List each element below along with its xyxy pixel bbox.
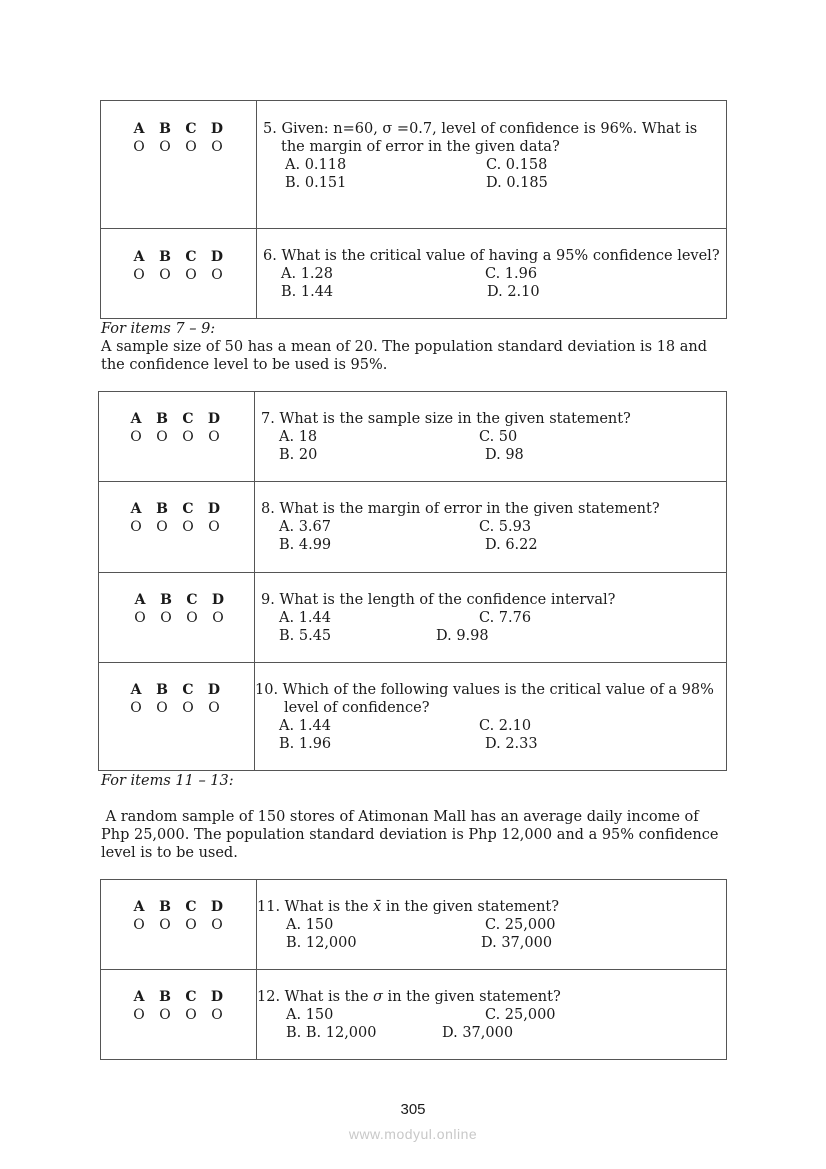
question-row-5 [101,101,727,229]
option-b: B. 5.45 [279,628,332,644]
bubble-a[interactable]: O [134,610,146,626]
bubble-b[interactable]: O [159,917,171,933]
option-d: D. 2.33 [485,736,538,752]
question-stem: 11. What is the x̄ in the given statement? [257,899,560,915]
bubble-d[interactable]: O [211,917,223,933]
bubble-c[interactable]: O [182,700,194,716]
bubble-c[interactable]: O [185,267,197,283]
section-label: For items 7 – 9: [101,321,216,337]
option-d: D. 9.98 [436,628,489,644]
answer-bubbles-7: A B C D O O O O [99,392,255,482]
bubble-c[interactable]: O [185,1007,197,1023]
bubble-c[interactable]: O [186,610,198,626]
option-a: A. 1.44 [279,718,331,734]
section-text-line: Php 25,000. The population standard deviation is Php 12,000 and a 95% confidence [101,827,719,843]
question-9 [255,573,727,663]
answer-bubbles-11: A B C D O O O O [101,880,257,970]
question-row-11 [101,880,727,970]
option-c: C. 0.158 [486,157,548,173]
question-row-8 [99,482,727,573]
bubble-a[interactable]: O [130,700,142,716]
bubble-a[interactable]: O [133,917,145,933]
section-items-11-13 [101,772,726,862]
choice-letters: A B C D [133,121,224,137]
question-8 [255,482,727,573]
question-row-12 [101,970,727,1060]
option-c: C. 25,000 [485,1007,556,1023]
bubble-d[interactable]: O [212,610,224,626]
bubble-c[interactable]: O [185,917,197,933]
question-stem: 12. What is the σ in the given statement? [257,989,561,1005]
option-c: C. 2.10 [479,718,532,734]
option-c: C. 7.76 [479,610,532,626]
option-a: A. 3.67 [279,519,331,535]
bubble-b[interactable]: O [159,267,171,283]
question-stem-cont: level of confidence? [284,700,430,716]
bubble-c[interactable]: O [185,139,197,155]
answer-bubbles-6: A B C D O O O O [101,229,257,319]
option-a: A. 18 [279,429,318,445]
bubble-c[interactable]: O [182,519,194,535]
question-10 [255,663,727,771]
bubble-b[interactable]: O [160,610,172,626]
option-c: C. 5.93 [479,519,532,535]
option-d: D. 37,000 [481,935,553,951]
sigma-symbol: σ [373,989,383,1005]
option-d: D. 37,000 [442,1025,514,1041]
option-a: A. 1.28 [281,266,333,282]
bubble-b[interactable]: O [156,429,168,445]
answer-bubbles-10: A B C D O O O O [99,663,255,771]
option-d: D. 2.10 [487,284,540,300]
option-b: B. 1.96 [279,736,332,752]
bubble-b[interactable]: O [156,700,168,716]
option-b: B. 0.151 [285,175,347,191]
bubble-b[interactable]: O [156,519,168,535]
answer-bubbles-9: A B C D O O O O [99,573,255,663]
bubble-a[interactable]: O [130,429,142,445]
option-c: C. 50 [479,429,518,445]
option-b: B. 1.44 [281,284,334,300]
question-5 [257,101,727,229]
bubble-b[interactable]: O [159,1007,171,1023]
bubble-d[interactable]: O [211,267,223,283]
option-d: D. 0.185 [486,175,548,191]
question-stem: 8. What is the margin of error in the given statement? [261,501,660,517]
bubble-a[interactable]: O [130,519,142,535]
option-b: B. 4.99 [279,537,332,553]
bubble-d[interactable]: O [208,519,220,535]
section-items-7-9 [101,320,726,374]
option-a: A. 0.118 [285,157,347,173]
question-table-7-10 [98,391,727,771]
bubble-a[interactable]: O [133,1007,145,1023]
question-row-9 [99,573,727,663]
section-text-line: level is to be used. [101,845,238,861]
section-text-line: A sample size of 50 has a mean of 20. The population standard deviation is 18 and [101,339,708,355]
question-stem: 6. What is the critical value of having a 95% confidence level? [263,248,720,264]
question-row-7 [99,392,727,482]
bubble-d[interactable]: O [211,139,223,155]
question-12 [257,970,727,1060]
bubble-a[interactable]: O [133,139,145,155]
option-a: A. 150 [286,917,334,933]
question-stem: 5. Given: n=60, σ =0.7, level of confidence is 96%. What is [263,121,698,137]
bubble-c[interactable]: O [182,429,194,445]
option-c: C. 25,000 [485,917,556,933]
question-stem: 9. What is the length of the confidence interval? [261,592,616,608]
answer-bubbles-8: A B C D O O O O [99,482,255,573]
option-a: A. 150 [286,1007,334,1023]
question-11 [257,880,727,970]
option-b: B. 20 [279,447,318,463]
bubble-a[interactable]: O [133,267,145,283]
question-stem: 7. What is the sample size in the given statement? [261,411,631,427]
option-d: D. 6.22 [485,537,538,553]
option-d: D. 98 [485,447,524,463]
question-table-11-12 [100,879,727,1060]
option-b: B. B. 12,000 [286,1025,377,1041]
option-b: B. 12,000 [286,935,357,951]
question-table-5-6 [100,100,727,319]
section-label: For items 11 – 13: [101,773,234,789]
question-stem-cont: the margin of error in the given data? [281,139,560,155]
answer-bubbles-5 [101,101,257,229]
option-c: C. 1.96 [485,266,538,282]
question-row-6 [101,229,727,319]
question-6 [257,229,727,319]
section-text-line: A random sample of 150 stores of Atimonan Mall has an average daily income of [101,809,699,825]
xbar-symbol: x̄ [373,899,382,915]
answer-bubbles-12: A B C D O O O O [101,970,257,1060]
question-7 [255,392,727,482]
section-text-line: the confidence level to be used is 95%. [101,357,388,373]
watermark: www.modyul.online [348,1126,478,1142]
page-number: 305 [400,1101,426,1118]
bubble-d[interactable]: O [208,429,220,445]
bubble-d[interactable]: O [211,1007,223,1023]
bubble-b[interactable]: O [159,139,171,155]
bubble-d[interactable]: O [208,700,220,716]
question-row-10 [99,663,727,771]
option-a: A. 1.44 [279,610,331,626]
question-stem: 10. Which of the following values is the critical value of a 98% [255,682,714,698]
